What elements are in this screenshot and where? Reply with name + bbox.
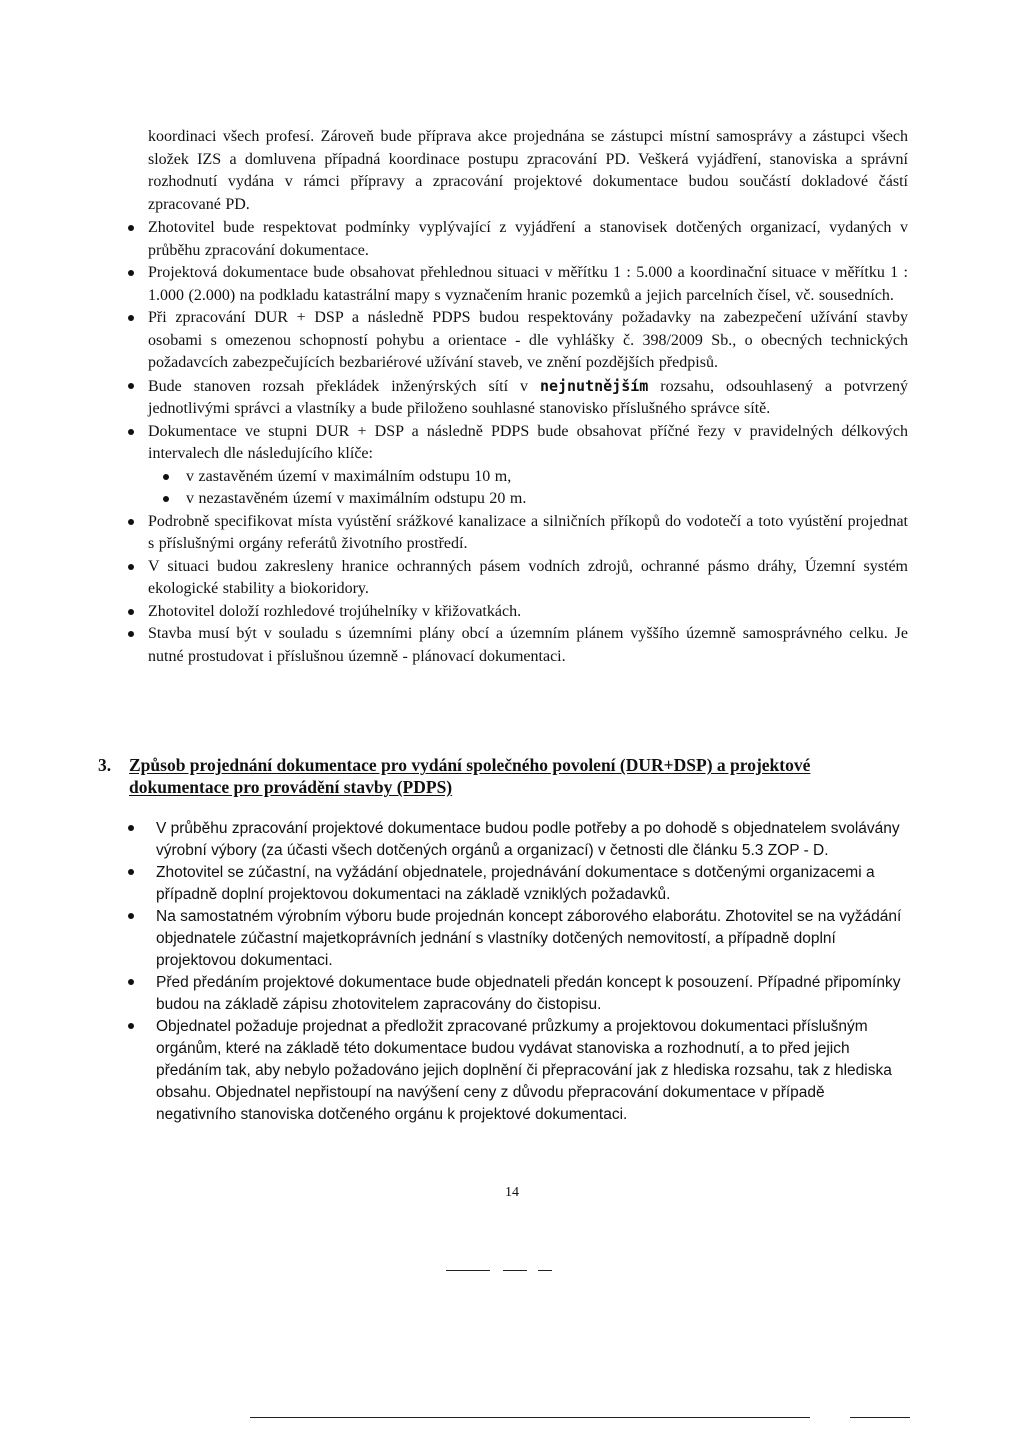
list-item: V průběhu zpracování projektové dokumentace budou podle potřeby a po dohodě s objednatelem svolávány výrobní výbory (za účasti všech dotčených orgánů a organizací) v četnosti dle článku 5.3 ZOP - D. bbox=[128, 818, 908, 862]
sub-list-item: v nezastavěném území v maximálním odstupu 20 m. bbox=[148, 488, 908, 511]
list-item: Zhotovitel bude respektovat podmínky vyplývající z vyjádření a stanovisek dotčených organizací, vydaných v průběhu zpracování dokumentace. bbox=[128, 217, 908, 262]
divider-line bbox=[538, 1270, 552, 1271]
divider-line bbox=[250, 1417, 810, 1418]
sub-list bbox=[148, 466, 908, 511]
section-number: 3. bbox=[98, 755, 112, 775]
list-item: Projektová dokumentace bude obsahovat přehlednou situaci v měřítku 1 : 5.000 a koordinační situace v měřítku 1 : 1.000 (2.000) na podkladu katastrální mapy s vyznačením hranic pozemků a jejich parcelních čísel, vč. sousedních. bbox=[128, 262, 908, 307]
intro-paragraph: koordinaci všech profesí. Zároveň bude příprava akce projednána se zástupci místní samosprávy a zástupci všech složek IZS a domluvena případná koordinace postupu zpracování PD. Veškerá vyjádření, stanoviska a správní rozhodnutí vydána v rámci přípravy a zpracování projektové dokumentace budou součástí dokladové částí zpracované PD. bbox=[148, 128, 908, 213]
procedure-list bbox=[128, 818, 908, 1126]
list-item: Stavba musí být v souladu s územními plány obcí a územním plánem vyššího územně samosprávného celku. Je nutné prostudovat i příslušnou územně - plánovací dokumentaci. bbox=[128, 623, 908, 668]
list-item: Na samostatném výrobním výboru bude projednán koncept záborového elaborátu. Zhotovitel se na vyžádání objednatele zúčastní majetkoprávních jednání s vlastníky dotčených nemovitostí, a případně doplní projektovou dokumentaci. bbox=[128, 906, 908, 972]
bold-word: nejnutnějším bbox=[539, 376, 649, 395]
sub-list-item: v zastavěném území v maximálním odstupu 10 m, bbox=[148, 466, 908, 489]
list-item: Objednatel požaduje projednat a předložit zpracované průzkumy a projektovou dokumentaci příslušným orgánům, které na základě této dokumentace budou vydávat stanoviska a rozhodnutí, a to před jejich předáním tak, aby nebylo požadováno jejich doplnění či přepracování jak z hlediska rozsahu, tak z hlediska obsahu. Objednatel nepřistoupí na navýšení ceny z důvodu přepracování dokumentace v případě negativního stanoviska dotčeného orgánu k projektové dokumentaci. bbox=[128, 1016, 908, 1126]
list-item: V situaci budou zakresleny hranice ochranných pásem vodních zdrojů, ochranné pásmo dráhy, Územní systém ekologické stability a biokoridory. bbox=[128, 556, 908, 601]
list-item: Zhotovitel doloží rozhledové trojúhelníky v křižovatkách. bbox=[128, 601, 908, 624]
item-text: rozsahu, odsouhlasený a potvrzený jednotlivými správci a vlastníky a bude přiloženo souhlasné stanovisko příslušného správce sítě. bbox=[148, 377, 909, 417]
item-text: Dokumentace ve stupni DUR + DSP a následně PDPS bude obsahovat příčné řezy v pravidelných délkových intervalech dle následujícího klíče: bbox=[148, 422, 908, 462]
page-number: 14 bbox=[505, 1185, 519, 1200]
list-item bbox=[128, 375, 908, 421]
divider-line bbox=[503, 1270, 527, 1271]
divider-line bbox=[850, 1417, 910, 1418]
requirements-list bbox=[128, 217, 908, 668]
list-item: Před předáním projektové dokumentace bude objednateli předán koncept k posouzení. Případné připomínky budou na základě zápisu zhotovitelem zapracovány do čistopisu. bbox=[128, 972, 908, 1016]
list-item: Podrobně specifikovat místa vyústění srážkové kanalizace a silničních příkopů do vodotečí a toto vyústění projednat s příslušnými orgány referátů životního prostředí. bbox=[128, 511, 908, 556]
list-item: Při zpracování DUR + DSP a následně PDPS budou respektovány požadavky na zabezpečení užívání stavby osobami s omezenou schopností pohybu a orientace - dle vyhlášky č. 398/2009 Sb., o obecných technických požadavcích zabezpečujících bezbariérové užívání staveb, ve znění pozdějších předpisů. bbox=[128, 307, 908, 375]
item-text: Bude stanoven rozsah překládek inženýrských sítí v bbox=[148, 377, 540, 395]
divider-line bbox=[446, 1270, 490, 1271]
section-title: Způsob projednání dokumentace pro vydání společného povolení (DUR+DSP) a projektové dokumentace pro provádění stavby (PDPS) bbox=[129, 755, 811, 797]
list-item: Zhotovitel se zúčastní, na vyžádání objednatele, projednávání dokumentace s dotčenými organizacemi a případně doplní projektovou dokumentaci na základě vzniklých požadavků. bbox=[128, 862, 908, 906]
list-item bbox=[128, 421, 908, 511]
